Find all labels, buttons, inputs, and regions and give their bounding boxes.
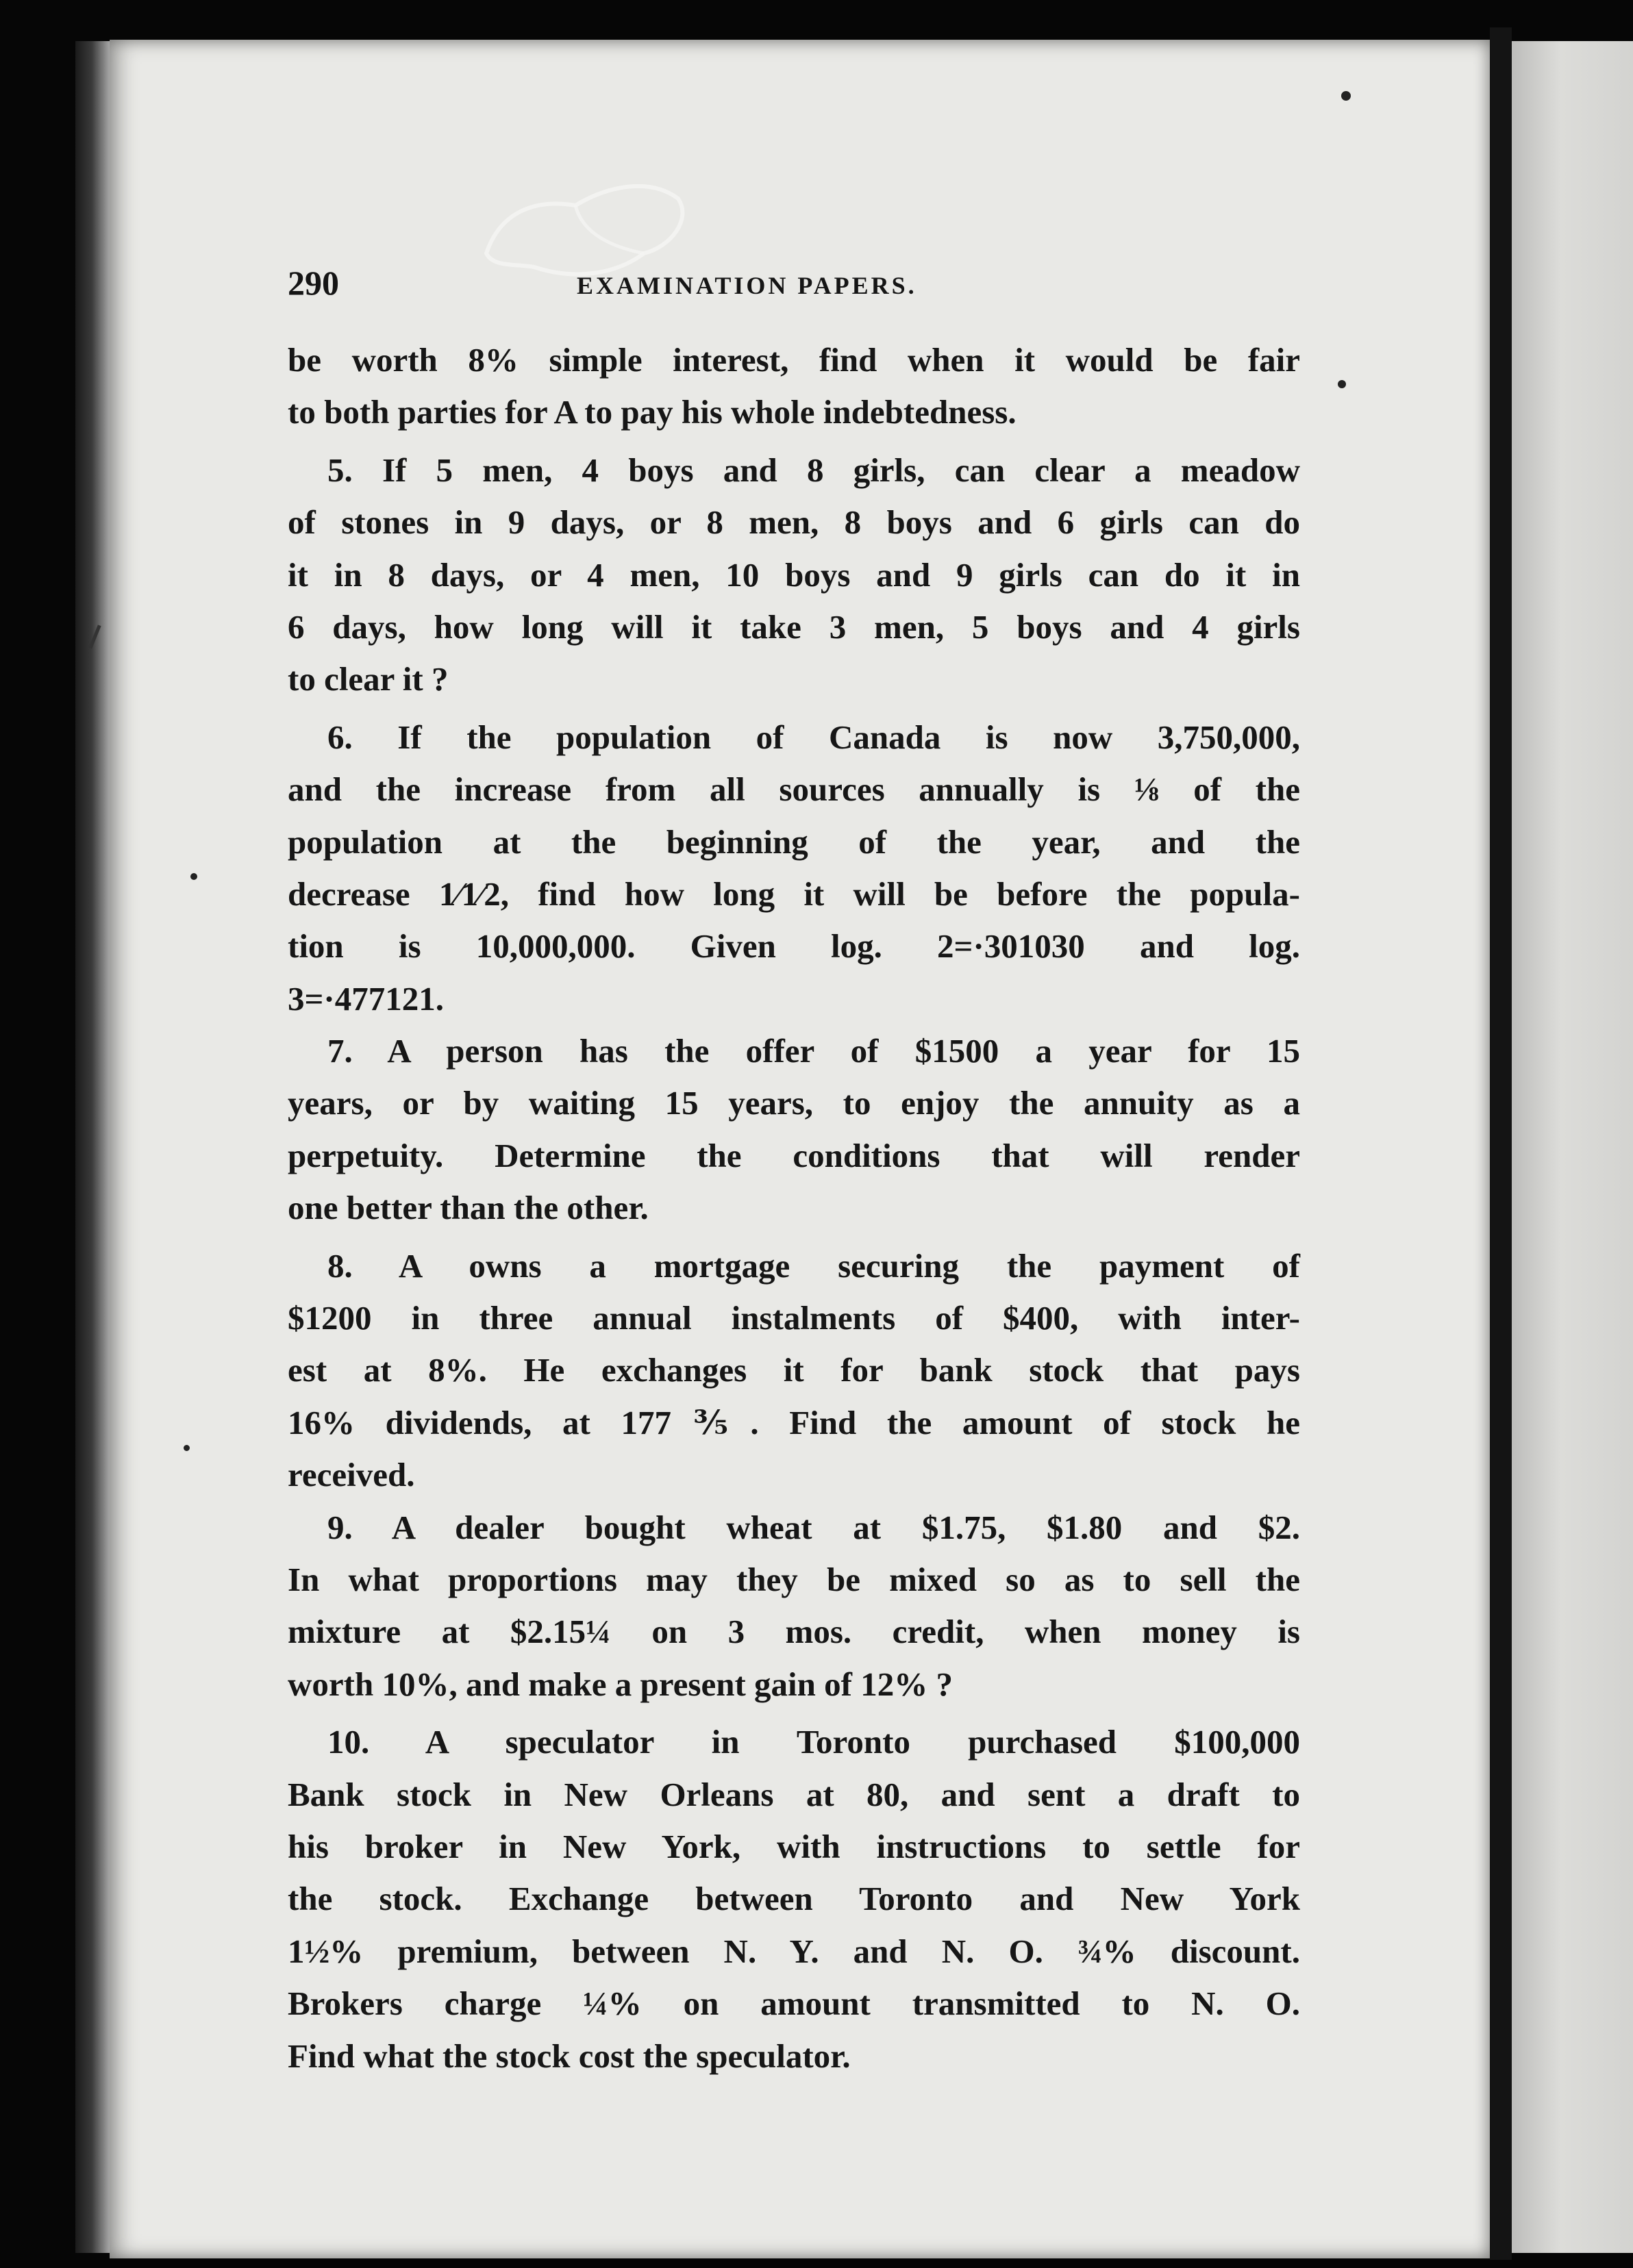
text-line: 6 days, how long will it take 3 men, 5 boys and 4 girls	[288, 607, 1300, 646]
text-line: be worth 8% simple interest, find when it would be fair	[288, 341, 1300, 379]
text-line: 7. A person has the offer of $1500 a year for 15	[327, 1032, 1300, 1070]
scan-speck	[190, 873, 197, 880]
text-line: of stones in 9 days, or 8 men, 8 boys and 6 girls can do	[288, 503, 1300, 542]
text-line: one better than the other.	[288, 1189, 649, 1227]
running-head: EXAMINATION PAPERS.	[577, 272, 917, 299]
text-line: to both parties for A to pay his whole indebtedness.	[288, 393, 1017, 431]
text-line: worth 10%, and make a present gain of 12% ?	[288, 1665, 953, 1703]
paragraph-gap	[288, 1235, 1300, 1240]
text-line: 1½% premium, between N. Y. and N. O. ¾% discount.	[288, 1932, 1300, 1970]
text-line: 16% dividends, at 177⅗. Find the amount of stock he	[288, 1403, 1300, 1441]
text-line: population at the beginning of the year, and the	[288, 822, 1300, 861]
text-line: Brokers charge ¼% on amount transmitted to N. O.	[288, 1985, 1300, 2023]
text-line: mixture at $2.15¼ on 3 mos. credit, when money is	[288, 1613, 1300, 1651]
text-line: it in 8 days, or 4 men, 10 boys and 9 girls can do it in	[288, 555, 1300, 594]
paragraph-gap	[288, 439, 1300, 444]
text-line: Find what the stock cost the speculator.	[288, 2037, 851, 2075]
text-line: 3=·477121.	[288, 979, 445, 1018]
text-line: $1200 in three annual instalments of $400, with inter-	[288, 1299, 1300, 1337]
text-line: perpetuity. Determine the conditions that will render	[288, 1136, 1300, 1174]
text-line: years, or by waiting 15 years, to enjoy the annuity as a	[288, 1084, 1300, 1122]
scan-speck	[1341, 91, 1351, 101]
text-line: tion is 10,000,000. Given log. 2=·301030 and log.	[288, 927, 1300, 966]
text-line: Bank stock in New Orleans at 80, and sent a draft to	[288, 1775, 1300, 1813]
text-line: to clear it ?	[288, 660, 449, 698]
text-line: and the increase from all sources annually is ⅛ of the	[288, 770, 1300, 809]
paragraph-gap	[288, 706, 1300, 711]
text-line: received.	[288, 1456, 415, 1494]
text-line: his broker in New York, with instructions to settle for	[288, 1827, 1300, 1865]
page-gutter	[1490, 27, 1512, 2260]
text-line: 10. A speculator in Toronto purchased $100,000	[327, 1723, 1300, 1761]
text-line: est at 8%. He exchanges it for bank stock that pays	[288, 1351, 1300, 1389]
text-line: 9. A dealer bought wheat at $1.75, $1.80 and $2.	[327, 1508, 1300, 1546]
text-line: 5. If 5 men, 4 boys and 8 girls, can clear a meadow	[327, 451, 1300, 489]
text-line: the stock. Exchange between Toronto and New York	[288, 1880, 1300, 1918]
text-line: In what proportions may they be mixed so as to sell the	[288, 1560, 1300, 1598]
scan-speck	[1338, 380, 1346, 388]
scan-speck	[184, 1445, 190, 1451]
page-header	[288, 259, 1301, 307]
text-line: decrease 1⁄1⁄2, find how long it will be before the popula-	[288, 874, 1300, 913]
text-line: 8. A owns a mortgage securing the payment of	[327, 1246, 1300, 1285]
page-number: 290	[288, 264, 339, 302]
paragraph-gap	[288, 1711, 1300, 1716]
page-body-text	[288, 334, 1300, 2082]
text-line: 6. If the population of Canada is now 3,750,000,	[327, 718, 1300, 756]
facing-page-edge	[1512, 41, 1633, 2253]
